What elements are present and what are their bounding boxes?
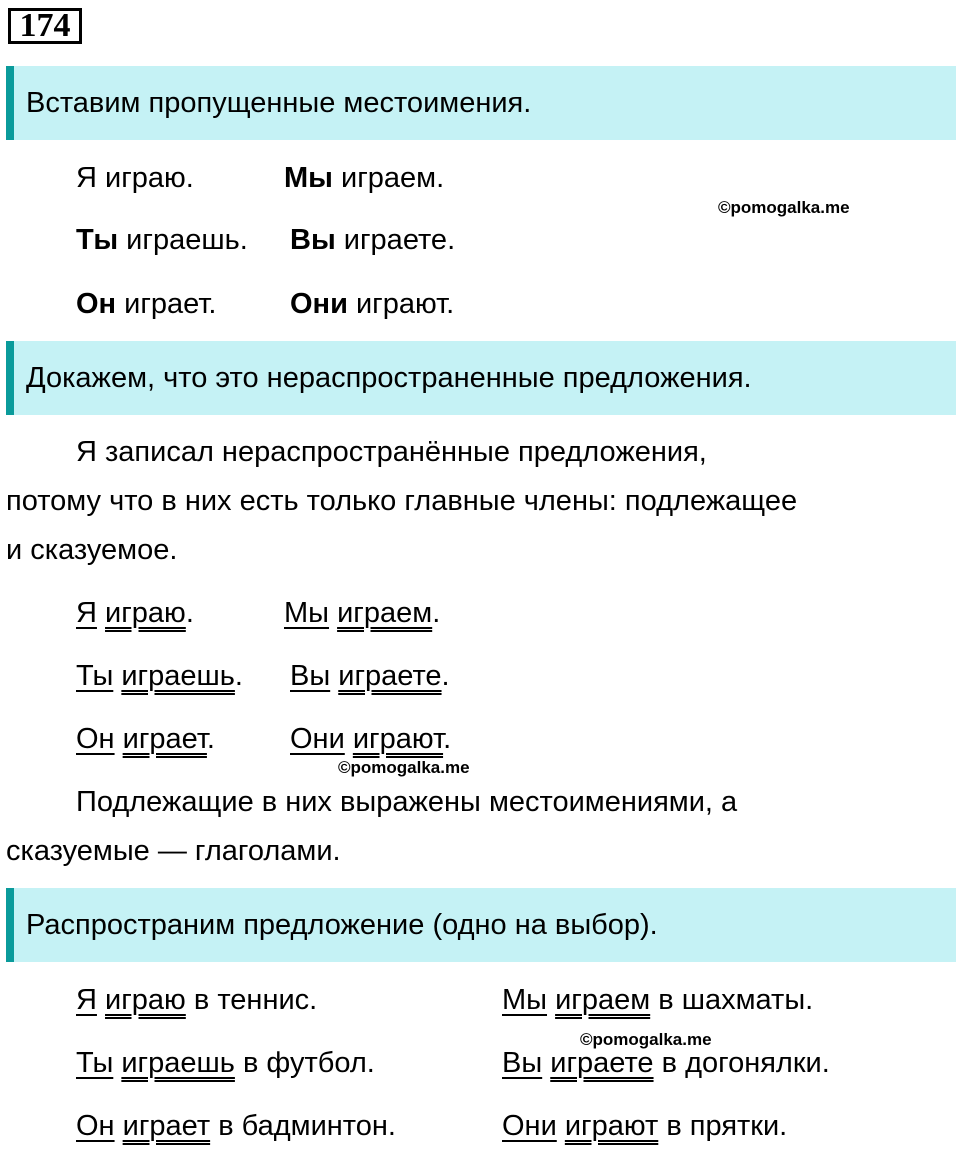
s1-row3-left [76, 288, 216, 321]
period: . [234, 660, 243, 692]
predicate: играю [105, 597, 186, 629]
period: . [432, 597, 441, 629]
section3-heading [6, 888, 956, 962]
s2-row2-left [76, 660, 243, 693]
s3-row2-left [76, 1047, 375, 1080]
subject: Я [76, 984, 97, 1016]
subject: Он [76, 1110, 115, 1142]
subject: Вы [502, 1047, 543, 1079]
object: в бадминтон. [218, 1110, 396, 1142]
s2-row3-right [290, 723, 451, 756]
watermark: ©pomogalka.me [580, 1030, 712, 1049]
s2-para2-line1: Подлежащие в них выражены местоимениями, а [76, 786, 738, 818]
s2-row1-left [76, 597, 194, 630]
s1-row3-right [290, 288, 454, 321]
s2-row3-left [76, 723, 215, 756]
predicate: играю [105, 984, 186, 1016]
period: . [185, 597, 194, 629]
subject: Ты [76, 1047, 114, 1079]
subject: Мы [502, 984, 548, 1016]
pronoun-filled: Вы [290, 224, 336, 256]
predicate: играем [555, 984, 651, 1016]
pronoun-filled: Ты [76, 224, 119, 256]
predicate: играем [337, 597, 433, 629]
s1-row2-left [76, 224, 248, 257]
verb: играете. [343, 224, 456, 256]
exercise-number: 174 [8, 8, 82, 44]
predicate: играете [338, 660, 442, 692]
subject: Ты [76, 660, 114, 692]
period: . [441, 660, 450, 692]
verb: играет. [124, 288, 217, 320]
watermark: ©pomogalka.me [718, 198, 850, 217]
predicate: играют [564, 1110, 659, 1142]
object: в догонялки. [661, 1047, 830, 1079]
predicate: играешь [121, 660, 235, 692]
subject: Вы [290, 660, 331, 692]
s2-para1-line2: потому что в них есть только главные члены: подлежащее [6, 485, 798, 517]
subject: Они [502, 1110, 557, 1142]
section3-heading-text: Распространим предложение (одно на выбор). [26, 908, 658, 941]
watermark: ©pomogalka.me [338, 758, 470, 777]
object: в футбол. [242, 1047, 375, 1079]
object: в прятки. [666, 1110, 788, 1142]
period: . [206, 723, 215, 755]
s2-para1-line3: и сказуемое. [6, 534, 178, 566]
predicate: играете [550, 1047, 654, 1079]
predicate: играешь [121, 1047, 235, 1079]
pronoun-filled: Он [76, 288, 117, 320]
verb: играют. [355, 288, 455, 320]
s1-row1-right [284, 162, 444, 195]
section2-heading-text: Докажем, что это нераспространенные предложения. [26, 361, 752, 394]
verb: играем. [341, 162, 445, 194]
predicate: играют [352, 723, 444, 755]
object: в шахматы. [658, 984, 814, 1016]
subject: Мы [284, 597, 330, 629]
object: в теннис. [193, 984, 318, 1016]
verb: играешь. [126, 224, 248, 256]
s2-para2-line2: сказуемые — глаголами. [6, 835, 341, 867]
s3-row2-right [502, 1047, 830, 1080]
subject: Он [76, 723, 115, 755]
pronoun: Я [76, 162, 97, 194]
s2-para1-line1: Я записал нераспространённые предложения, [76, 436, 707, 468]
s3-row1-right [502, 984, 813, 1017]
verb: играю. [105, 162, 194, 194]
pronoun-filled: Они [290, 288, 348, 320]
predicate: играет [122, 1110, 211, 1142]
predicate: играет [122, 723, 207, 755]
s1-row2-right [290, 224, 455, 257]
period: . [443, 723, 452, 755]
s3-row3-right [502, 1110, 787, 1143]
section1-heading [6, 66, 956, 140]
section2-heading [6, 341, 956, 415]
subject: Я [76, 597, 97, 629]
subject: Они [290, 723, 345, 755]
pronoun-filled: Мы [284, 162, 333, 194]
s1-row1-left [76, 162, 194, 195]
s3-row1-left [76, 984, 317, 1017]
s2-row2-right [290, 660, 450, 693]
section1-heading-text: Вставим пропущенные местоимения. [26, 86, 532, 119]
s3-row3-left [76, 1110, 396, 1143]
s2-row1-right [284, 597, 440, 630]
